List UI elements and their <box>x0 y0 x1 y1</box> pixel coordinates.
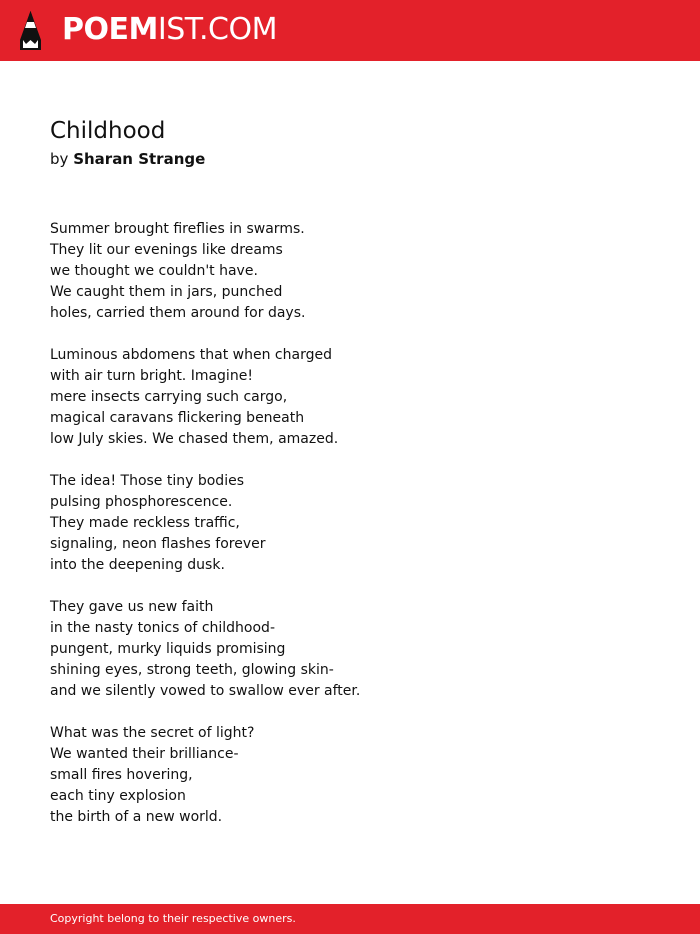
poem-line: The idea! Those tiny bodies <box>50 473 244 489</box>
poem-line: in the nasty tonics of childhood- <box>50 620 275 636</box>
site-logo-wordmark[interactable] <box>62 12 277 48</box>
poem-line: They gave us new faith <box>50 599 214 615</box>
poem-stanza <box>50 471 610 576</box>
poem-line: holes, carried them around for days. <box>50 305 306 321</box>
poem-stanza <box>50 219 610 324</box>
poem-line: pungent, murky liquids promising <box>50 641 286 657</box>
poem-line: They lit our evenings like dreams <box>50 242 283 258</box>
poem-line: mere insects carrying such cargo, <box>50 389 288 405</box>
poem-line: magical caravans flickering beneath <box>50 410 305 426</box>
poem-line: low July skies. We chased them, amazed. <box>50 431 339 447</box>
poem-line: Luminous abdomens that when charged <box>50 347 332 363</box>
poem-stanza <box>50 345 610 450</box>
poem-line: with air turn bright. Imagine! <box>50 368 253 384</box>
poem-line: we thought we couldn't have. <box>50 263 258 279</box>
poem-line: What was the secret of light? <box>50 725 255 741</box>
poem-line: shining eyes, strong teeth, glowing skin- <box>50 662 334 678</box>
poem-line: small fires hovering, <box>50 767 193 783</box>
poem-line: They made reckless traffic, <box>50 515 240 531</box>
poem-byline <box>50 148 205 170</box>
poem-line: the birth of a new world. <box>50 809 223 825</box>
poem-title: Childhood <box>50 118 166 144</box>
site-footer <box>0 904 700 934</box>
poem-line: each tiny explosion <box>50 788 186 804</box>
pencil-tip-icon[interactable] <box>19 10 42 51</box>
poem-author: Sharan Strange <box>73 150 206 168</box>
brand-light-text: IST.COM <box>157 12 277 47</box>
poem-stanza <box>50 597 610 702</box>
poem-body <box>50 219 610 849</box>
poem-line: signaling, neon flashes forever <box>50 536 266 552</box>
copyright-notice: Copyright belong to their respective owners. <box>50 912 296 925</box>
by-label: by <box>50 150 69 168</box>
brand-bold-text: POEM <box>62 12 158 47</box>
poem-line: We wanted their brilliance- <box>50 746 239 762</box>
poem-line: pulsing phosphorescence. <box>50 494 233 510</box>
poem-stanza <box>50 723 610 828</box>
poem-line: and we silently vowed to swallow ever after. <box>50 683 361 699</box>
poem-line: into the deepening dusk. <box>50 557 225 573</box>
poem-line: Summer brought fireflies in swarms. <box>50 221 305 237</box>
site-header <box>0 0 700 61</box>
poem-line: We caught them in jars, punched <box>50 284 283 300</box>
